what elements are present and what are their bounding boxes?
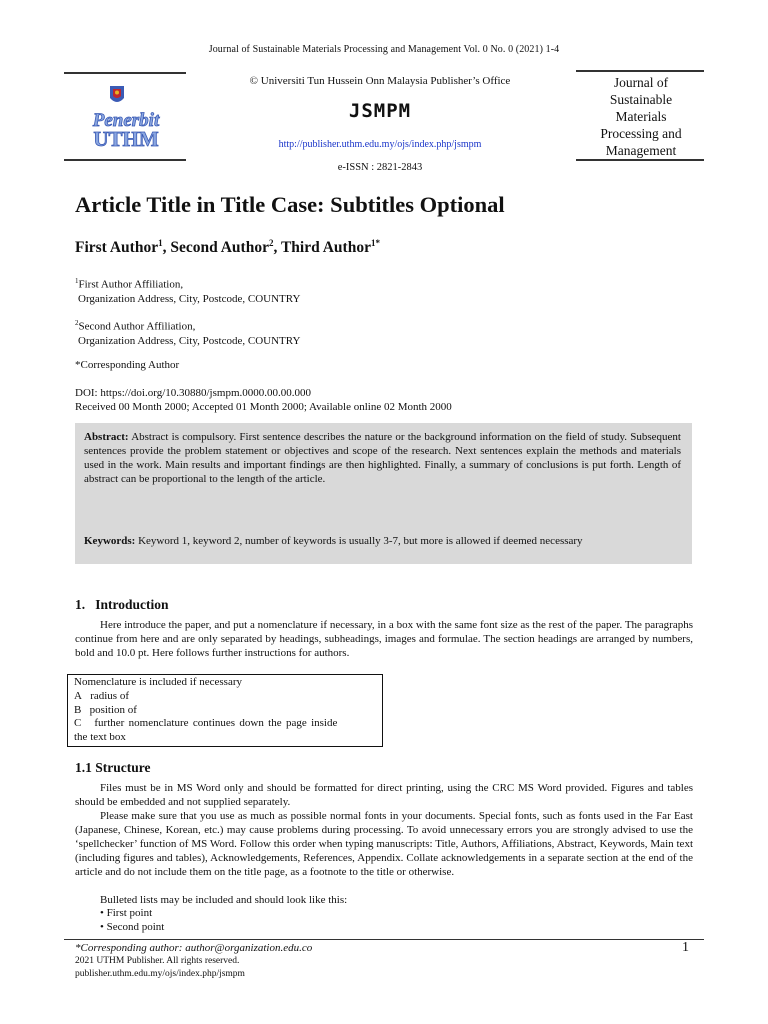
penerbit-uthm-logo xyxy=(80,84,172,150)
journal-name-line: Journal of xyxy=(613,75,669,90)
author-list xyxy=(75,238,380,257)
author-name: Third Author xyxy=(280,239,371,257)
page-number: 1 xyxy=(682,940,689,955)
publisher-note: © Universiti Tun Hussein Onn Malaysia Publisher’s Office xyxy=(249,75,511,87)
keywords xyxy=(84,535,681,547)
journal-name-box xyxy=(580,74,702,159)
doi: DOI: https://doi.org/10.30880/jsmpm.0000.00.00.000 xyxy=(75,387,312,399)
header-rule-left-bottom xyxy=(64,159,186,161)
journal-url-link[interactable]: http://publisher.uthm.edu.my/ojs/index.php/jsmpm xyxy=(278,139,482,150)
abstract-body: Abstract is compulsory. First sentence describes the nature or the background information on the field of study. Subsequent sentences provide the problem statement or objectives and scope of the research. Next sentences explain the methods and materials used in the work. Main results and important findings are then highlighted. Finally, a summary of conclusions is put forth. Length of abstract can be proportional to the length of the article. xyxy=(84,431,681,485)
affiliation-1 xyxy=(75,274,300,306)
introduction-paragraph: Here introduce the paper, and put a nomenclature if necessary, in a box with the same font size as the rest of the paper. The paragraphs continue from here and are only separated by headings, subheadings, images and formulae. The section headings are arranged by numbers, bold and 10.0 pt. Here follows further instructions for authors. xyxy=(75,619,693,659)
affiliation-sup: 2 xyxy=(75,319,79,327)
journal-name-line: Processing and xyxy=(600,126,682,141)
bullet-item: • First point xyxy=(100,907,153,919)
affiliation-name: Second Author Affiliation, xyxy=(78,320,196,333)
journal-name-line: Materials xyxy=(615,109,667,124)
affiliation-sup: 1 xyxy=(75,277,79,285)
author-affiliation-sup: 2 xyxy=(268,238,274,248)
article-dates: Received 00 Month 2000; Accepted 01 Month 2000; Available online 02 Month 2000 xyxy=(75,401,452,413)
header-rule-left-top xyxy=(64,72,186,74)
footer-rule xyxy=(64,939,704,940)
keywords-body: Keyword 1, keyword 2, number of keywords is usually 3-7, but more is allowed if deemed necessary xyxy=(135,535,583,547)
affiliation-address: Organization Address, City, Postcode, COUNTRY xyxy=(78,292,301,305)
svg-text:Penerbit: Penerbit xyxy=(92,110,160,131)
nomenclature-item: A radius of xyxy=(74,689,129,702)
structure-paragraph-3: Bulleted lists may be included and should look like this: xyxy=(100,894,348,906)
article-title: Article Title in Title Case: Subtitles Optional xyxy=(75,192,505,217)
affiliation-2 xyxy=(75,316,300,348)
author-name: Second Author xyxy=(170,239,269,257)
nomenclature-item: C further nomenclature continues down the page inside xyxy=(74,717,338,730)
subsection-heading-structure: 1.1 Structure xyxy=(75,760,151,775)
author-separator: , xyxy=(162,239,171,257)
nomenclature-item: the text box xyxy=(74,731,126,744)
affiliation-address: Organization Address, City, Postcode, COUNTRY xyxy=(78,334,301,347)
journal-name-line: Management xyxy=(605,143,677,158)
bullet-item: • Second point xyxy=(100,921,165,933)
footer-url[interactable]: publisher.uthm.edu.my/ojs/index.php/jsmpm xyxy=(75,969,245,979)
author-affiliation-sup: 1* xyxy=(370,238,380,248)
eissn: e-ISSN : 2821-2843 xyxy=(337,162,423,173)
section-heading-introduction: 1. Introduction xyxy=(75,597,169,612)
abstract xyxy=(84,430,681,486)
abstract-label: Abstract: xyxy=(84,431,129,443)
author-separator: , xyxy=(273,239,281,257)
keywords-label: Keywords: xyxy=(84,535,136,547)
running-head: Journal of Sustainable Materials Processing and Management Vol. 0 No. 0 (2021) 1-4 xyxy=(208,44,560,55)
journal-name-line: Sustainable xyxy=(609,92,673,107)
structure-paragraph-2: Please make sure that you use as much as possible normal fonts in your documents. Special fonts, such as fonts used in the Far East (Japanese, Chinese, Korean, etc.) may cause problems during processing. To avoid unnecessary errors you are strongly advised to use the ‘spellchecker’ function of MS Word. Follow this order when typing manuscripts: Title, Authors, Affiliations, Abstract, Keywords, Main text (including figures and tables), Acknowledgements, References, Appendix. Collate acknowledgements in a separate section at the end of the article and do not include them on the title page, as a footnote to the title or otherwise. xyxy=(75,810,693,878)
footer-copyright: 2021 UTHM Publisher. All rights reserved. xyxy=(75,956,240,966)
nomenclature-item: B position of xyxy=(74,703,137,716)
author-affiliation-sup: 1 xyxy=(158,238,163,248)
structure-paragraph-1: Files must be in MS Word only and should be formatted for direct printing, using the CRC MS Word provided. Figures and tables should be embedded and not supplied separately. xyxy=(75,782,693,808)
footer-corresponding-email: *Corresponding author: author@organization.edu.co xyxy=(75,942,313,954)
nomenclature-title: Nomenclature is included if necessary xyxy=(74,676,242,688)
corresponding-note: *Corresponding Author xyxy=(75,359,180,371)
header-rule-right-top xyxy=(576,70,704,72)
author-name: First Author xyxy=(75,239,159,257)
journal-acronym: JSMPM xyxy=(348,100,412,122)
svg-text:UTHM: UTHM xyxy=(93,127,159,150)
affiliation-name: First Author Affiliation, xyxy=(78,278,184,291)
header-rule-right-bottom xyxy=(576,159,704,161)
nomenclature-list xyxy=(74,676,374,745)
